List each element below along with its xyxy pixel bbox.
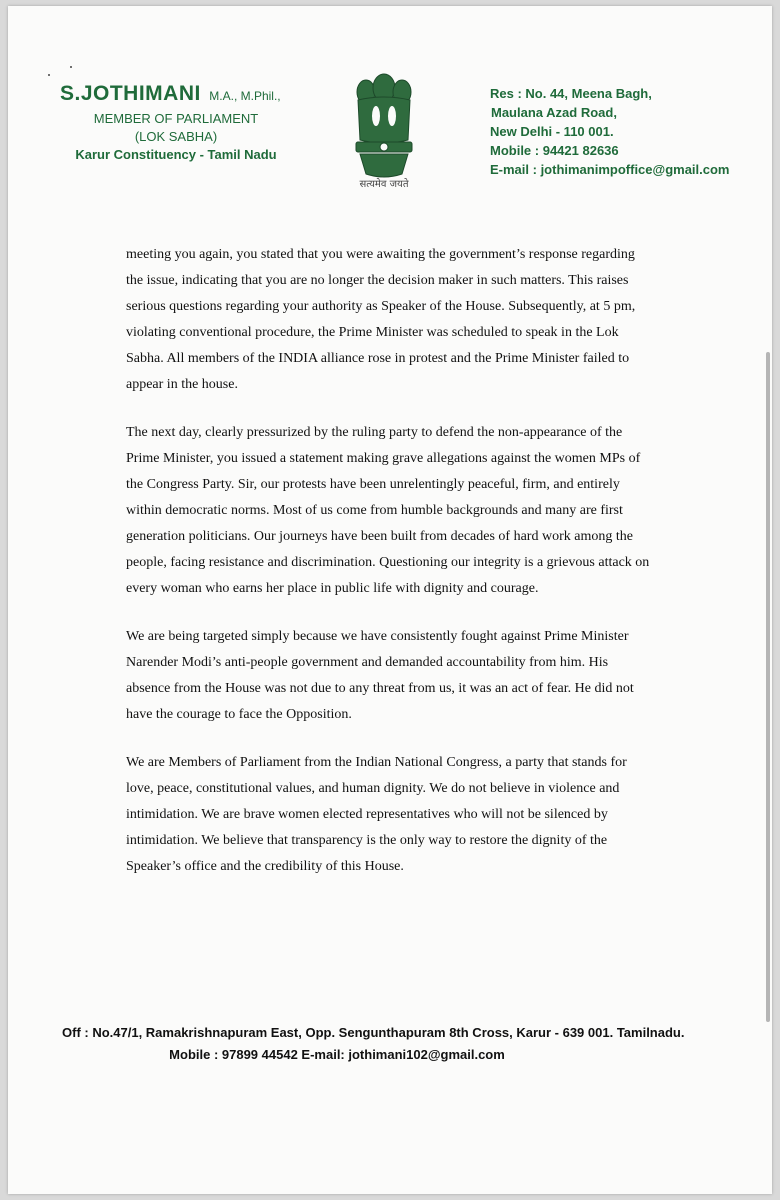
- sender-name-line: [60, 82, 350, 106]
- letter-body: [126, 242, 654, 902]
- letterhead-footer: [62, 1022, 752, 1066]
- letterhead-sender: [60, 82, 350, 164]
- letterhead-residence: [490, 84, 729, 179]
- sender-house: (LOK SABHA): [134, 129, 218, 144]
- residence-line: New Delhi - 110 001.: [490, 124, 614, 139]
- mark: [48, 74, 50, 76]
- sender-title: MEMBER OF PARLIAMENT: [93, 111, 259, 126]
- letter-page: [8, 6, 772, 1194]
- scrollbar[interactable]: [766, 352, 770, 1022]
- body-paragraph: meeting you again, you stated that you were awaiting the government’s response regarding the issue, indicating that you are no longer the decision maker in such matters. This raises serious questions regarding your authority as Speaker of the House. Subsequently, at 5 pm, violating conventional procedure, the Prime Minister was scheduled to speak in the Lok Sabha. All members of the INDIA alliance rose in protest and the Prime Minister failed to appear in the house.: [126, 247, 636, 392]
- office-address: Off : No.47/1, Ramakrishnapuram East, Opp. Sengunthapuram 8th Cross, Karur - 639 001. Tamilnadu.: [62, 1025, 685, 1040]
- sender-name: S.JOTHIMANI: [60, 82, 201, 105]
- residence-mobile: Mobile : 94421 82636: [490, 143, 619, 158]
- emblem-motto: सत्यमेव जयते: [359, 179, 409, 190]
- mark: [70, 66, 72, 68]
- body-paragraph: The next day, clearly pressurized by the ruling party to defend the non-appearance of the Prime Minister, you issued a statement making grave allegations against the women MPs of the Congress Party. Sir, our protests have been unrelentingly peaceful, firm, and entirely within democratic norms. Most of us come from humble backgrounds and many are first generation politicians. Our journeys have been built from decades of hard work among the people, facing resistance and discrimination. Questioning our integrity is a grievous attack on every woman who earns her place in public life with dignity and courage.: [126, 425, 650, 596]
- sender-constituency: Karur Constituency - Tamil Nadu: [75, 147, 277, 162]
- residence-line: Res : No. 44, Meena Bagh,: [490, 86, 652, 101]
- residence-line: Maulana Azad Road,: [491, 105, 617, 120]
- body-paragraph: We are Members of Parliament from the Indian National Congress, a party that stands for love, peace, constitutional values, and human dignity. We do not believe in violence and intimidation. We are brave women elected representatives who will not be silenced by intimidation. We believe that transparency is the only way to restore the dignity of the Speaker’s office and the credibility of this House.: [126, 755, 627, 874]
- office-contact: Mobile : 97899 44542 E-mail: jothimani102@gmail.com: [169, 1047, 505, 1062]
- sender-degrees: M.A., M.Phil.,: [209, 89, 281, 103]
- body-paragraph: We are being targeted simply because we have consistently fought against Prime Minister Narender Modi’s anti-people government and demanded accountability from him. His absence from the House was not due to any threat from us, it was an act of fear. He did not have the courage to face the Opposition.: [126, 629, 634, 722]
- residence-email: E-mail : jothimanimpoffice@gmail.com: [490, 162, 730, 177]
